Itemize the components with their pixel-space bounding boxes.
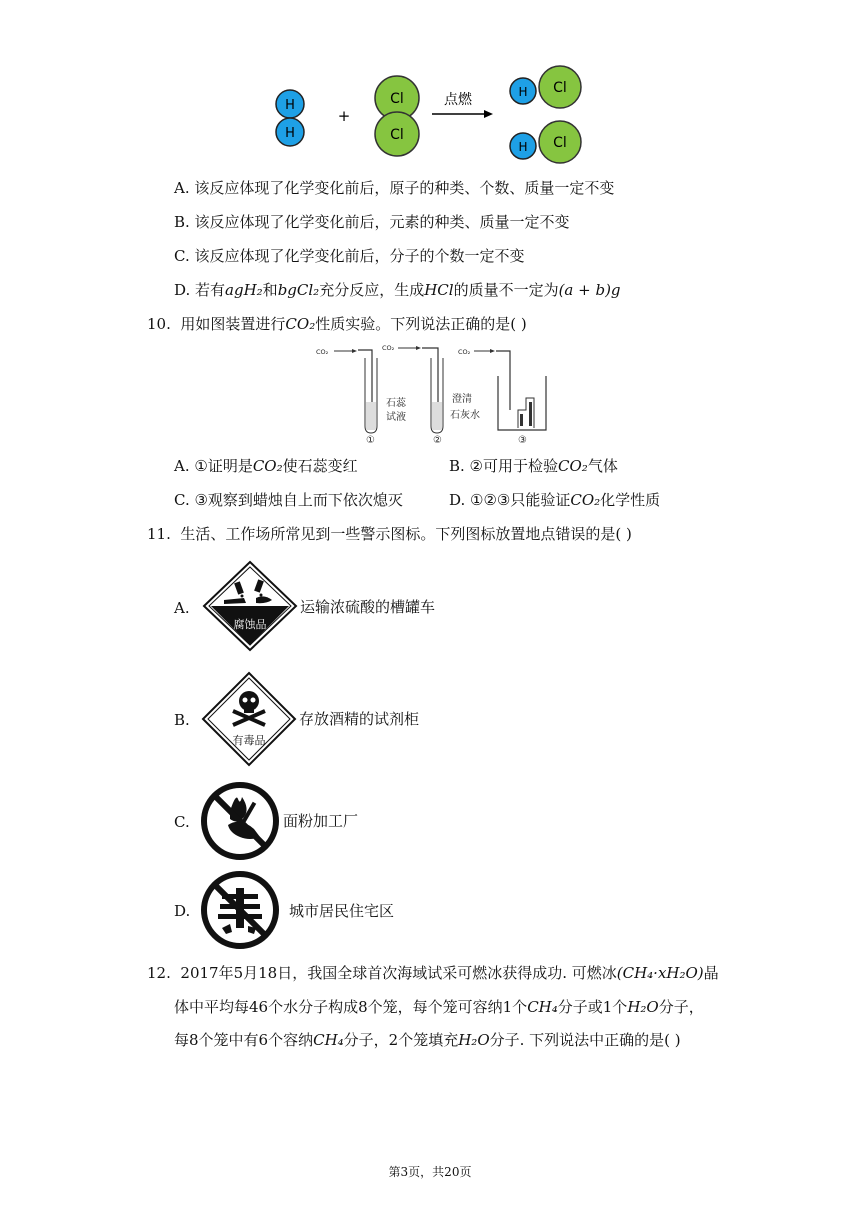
formula: H₂O [458,1031,490,1049]
q9-option-c: C. 该反应体现了化学变化前后，分子的个数一定不变 [174,247,525,265]
co2-experiment-figure [312,340,552,448]
formula: CO₂ [558,457,588,475]
formula: CO₂ [570,491,601,509]
q11-option-a-text: 运输浓硫酸的槽罐车 [300,598,436,616]
formula: CO₂ [252,457,283,475]
q12-line-3 [174,1030,681,1050]
toxic-sign-icon [201,671,297,767]
text: 使石蕊变红 [282,457,358,475]
q11-option-d-text: 城市居民住宅区 [289,902,395,920]
text: 每8个笼中有6个容纳 [174,1031,314,1049]
litmus-label: 试液 [386,412,406,423]
q9-option-a: A. 该反应体现了化学变化前后，原子的种类、个数、质量一定不变 [174,179,615,197]
atom-label-h: H [285,98,295,113]
reaction-arrow [432,91,493,118]
sign-label: 有毒品 [232,734,266,747]
formula: CH₄ [313,1031,344,1049]
q11-option-b-letter: B. [174,711,190,729]
formula: (a + b)g [558,281,621,299]
corrosive-sign-icon [202,560,298,652]
no-open-flame-icon [200,781,280,861]
q9-option-b: B. 该反应体现了化学变化前后，元素的种类、质量一定不变 [174,213,570,231]
text: 2017年5月18日，我国全球首次海域试采可燃冰获得成功. 可燃冰 [180,964,617,982]
text: 分子， [658,998,704,1016]
question-number: 12. [147,964,171,982]
sign-label: 腐蚀品 [233,618,267,631]
formula: agH₂ [225,281,263,299]
text: D. ①②③只能验证 [449,491,571,509]
limewater-label: 澄清 [452,394,472,405]
tube-number: ② [433,435,442,446]
co2-label: CO₂ [316,348,329,356]
reaction-diagram [260,60,600,172]
text: 性质实验。下列说法正确的是( ) [315,315,527,333]
q11-option-b-text: 存放酒精的试剂柜 [299,710,420,728]
atom-label-h: H [518,85,528,99]
atom-label-cl: Cl [553,80,567,96]
question-number: 11. [147,525,171,543]
plus-sign: + [337,107,351,125]
beaker-number: ③ [518,435,527,446]
formula: H₂O [627,998,659,1016]
text: 分子或1个 [557,998,628,1016]
q11-stem [147,524,632,544]
text: 气体 [587,457,618,475]
formula: HCl [424,281,454,299]
page-footer: 第3页，共20页 [388,1165,472,1179]
q12-line-1 [147,963,719,983]
text: 体中平均每46个水分子构成8个笼，每个笼可容纳1个 [174,998,528,1016]
text: B. ②可用于检验 [449,457,559,475]
atom-label-cl: Cl [390,91,404,107]
atom-label-cl: Cl [553,135,567,151]
q10-option-c: C. ③观察到蜡烛自上而下依次熄灭 [174,491,403,509]
q10-option-d [449,490,660,510]
atom-label-h: H [518,140,528,154]
q12-line-2 [174,997,704,1017]
text: 分子. 下列说法中正确的是( ) [489,1031,681,1049]
formula: CH₄ [527,998,558,1016]
text: 化学性质 [600,491,661,509]
text: 生活、工作场所常见到一些警示图标。下列图标放置地点错误的是( ) [180,525,632,543]
q11-option-d-letter: D. [174,902,191,920]
question-number: 10. [147,315,171,333]
arrow-label: 点燃 [444,92,472,108]
co2-label: CO₂ [458,348,471,356]
atom-label-cl: Cl [390,127,404,143]
q10-stem [147,314,527,334]
text: A. ①证明是 [174,457,253,475]
formula: (CH₄·xH₂O) [616,964,704,982]
hcl-molecule [510,121,581,163]
q10-option-a [174,456,358,476]
co2-label: CO₂ [382,344,395,352]
text: 分子，2个笼填充 [343,1031,459,1049]
q11-option-a-letter: A. [174,599,190,617]
text: 晶 [703,964,719,982]
litmus-label: 石蕊 [386,398,406,409]
q11-option-c-text: 面粉加工厂 [283,812,359,830]
text: 的质量不一定为 [453,281,559,299]
tube-number: ① [366,435,375,446]
no-fireworks-icon [200,870,280,950]
atom-label-h: H [285,126,295,141]
q11-option-c-letter: C. [174,813,190,831]
formula: bgCl₂ [277,281,320,299]
limewater-label: 石灰水 [450,410,480,421]
q10-option-b [449,456,618,476]
chlorine-molecule [375,76,419,156]
formula: CO₂ [285,315,316,333]
text: 充分反应，生成 [319,281,425,299]
text: D. 若有 [174,281,226,299]
hydrogen-molecule [276,90,304,146]
text: 用如图装置进行 [180,315,286,333]
hcl-molecule [510,66,581,108]
q9-option-d [174,280,621,300]
text: 和 [262,281,278,299]
